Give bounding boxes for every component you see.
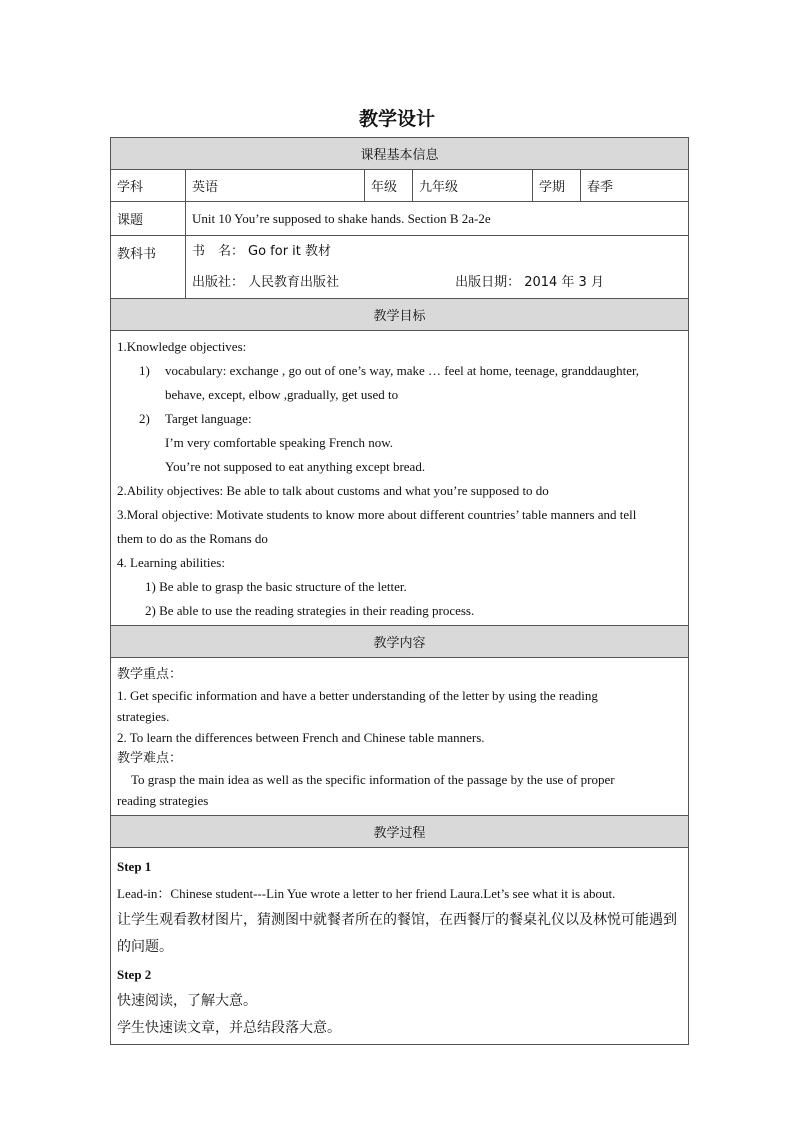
key-points-label: 教学重点： (117, 667, 183, 682)
learning-item: 1) Be able to grasp the basic structure of the letter. (145, 579, 407, 594)
list-number: 1) (139, 363, 150, 378)
ability-objective: 2.Ability objectives: Be able to talk about customs and what you’re supposed to do (117, 483, 549, 498)
term-label: 学期 (533, 170, 581, 202)
section-title: 教学目标 (111, 299, 689, 331)
process-row (111, 848, 689, 1045)
topic-label: 课题 (111, 202, 186, 236)
book-name-value: Go for it 教材 (248, 244, 332, 259)
key-point-cont: strategies. (117, 709, 170, 724)
subject-label: 学科 (111, 170, 186, 202)
vocab-line (117, 359, 682, 383)
knowledge-heading: 1.Knowledge objectives: (117, 339, 247, 354)
topic-row (111, 202, 689, 236)
moral-objective: 3.Moral objective: Motivate students to know more about different countries’ table manners and tell (117, 507, 637, 522)
teaching-content (111, 658, 689, 816)
page-title: 教学设计 (358, 108, 435, 130)
step-heading: Step 1 (117, 859, 152, 874)
objectives-content (111, 331, 689, 626)
objectives-row (111, 331, 689, 626)
grade-value: 九年级 (413, 170, 533, 202)
step-heading: Step 2 (117, 967, 152, 982)
vocab-line-cont: behave, except, elbow ,gradually, get used to (165, 387, 399, 402)
textbook-row (111, 236, 689, 299)
key-point: 1. Get specific information and have a better understanding of the letter by using the reading (117, 688, 598, 703)
difficult-points-label: 教学难点： (117, 751, 183, 766)
subject-value: 英语 (186, 170, 365, 202)
section-basic-info (111, 138, 689, 170)
vocab-text: vocabulary: exchange , go out of one’s way, make … feel at home, teenage, granddaughter, (165, 363, 640, 378)
section-title: 教学内容 (111, 626, 689, 658)
step1-description-cont: 的问题。 (117, 939, 173, 955)
key-point: 2. To learn the differences between French and Chinese table manners. (117, 730, 485, 745)
content-row (111, 658, 689, 816)
pub-date-label: 出版日期： (455, 275, 521, 290)
teaching-process (111, 848, 689, 1045)
pub-date-value: 2014 年 3 月 (524, 275, 604, 290)
section-process (111, 816, 689, 848)
textbook-label: 教科书 (111, 236, 186, 299)
textbook-details (186, 236, 689, 299)
step1-description: 让学生观看教材图片，猜测图中就餐者所在的餐馆，在西餐厅的餐桌礼仪以及林悦可能遇到 (117, 912, 677, 928)
lesson-plan-table (110, 137, 689, 1045)
section-objectives (111, 299, 689, 331)
target-label: Target language: (165, 411, 252, 426)
publisher-label: 出版社： (192, 275, 245, 290)
publisher-line (186, 267, 688, 298)
section-title: 课程基本信息 (111, 138, 689, 170)
term-value: 春季 (581, 170, 689, 202)
subject-row (111, 170, 689, 202)
difficult-point: To grasp the main idea as well as the specific information of the passage by the use of proper (131, 772, 615, 787)
target-sentence: You’re not supposed to eat anything except bread. (165, 459, 426, 474)
section-title: 教学过程 (111, 816, 689, 848)
learning-heading: 4. Learning abilities: (117, 555, 225, 570)
book-name-label: 书 名： (192, 244, 245, 259)
moral-objective-cont: them to do as the Romans do (117, 531, 268, 546)
step2-description: 学生快速读文章，并总结段落大意。 (117, 1020, 341, 1036)
grade-label: 年级 (365, 170, 413, 202)
target-sentence: I’m very comfortable speaking French now. (165, 435, 394, 450)
list-number: 2) (139, 411, 150, 426)
lead-in: Lead-in：Chinese student---Lin Yue wrote a letter to her friend Laura.Let’s see what it is about. (117, 886, 616, 901)
section-content (111, 626, 689, 658)
difficult-point-cont: reading strategies (117, 793, 209, 808)
publisher-value: 人民教育出版社 (248, 275, 340, 290)
learning-item: 2) Be able to use the reading strategies in their reading process. (145, 603, 475, 618)
step2-description: 快速阅读，了解大意。 (117, 993, 257, 1009)
topic-value: Unit 10 You’re supposed to shake hands. Section B 2a-2e (186, 202, 689, 236)
target-line (117, 407, 682, 431)
book-name-line (186, 236, 688, 267)
